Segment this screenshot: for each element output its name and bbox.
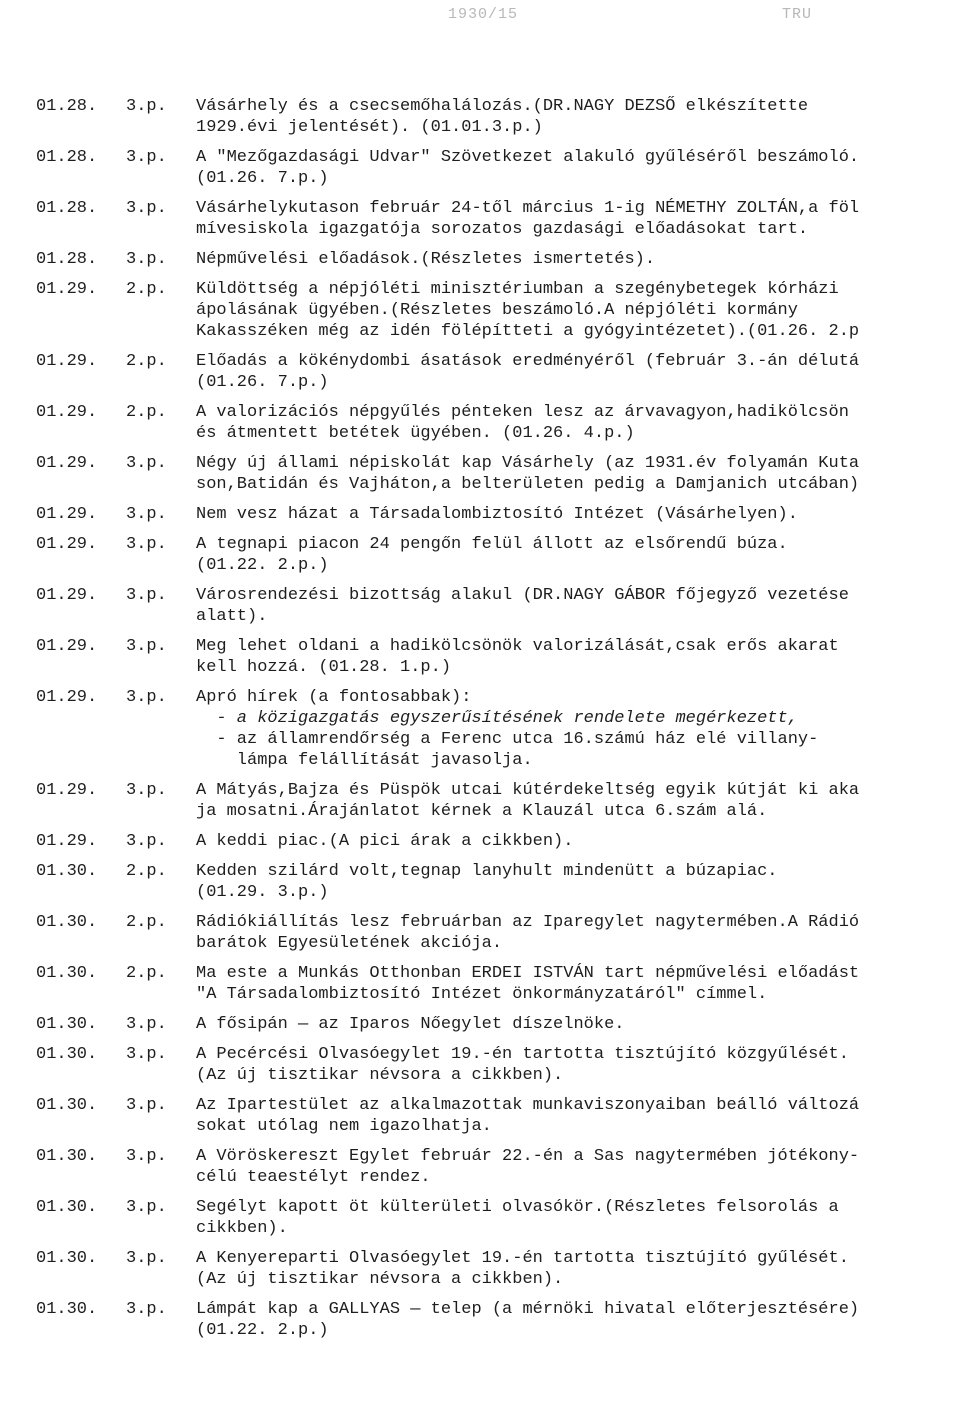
entry-date: 01.29. [36,637,98,656]
entry-page: 3.p. [126,535,167,554]
list-item [0,861,960,903]
entry-text-line: A tegnapi piacon 24 pengőn felül állott az elsőrendű búza. [196,535,788,554]
list-item [0,636,960,678]
entry-page: 3.p. [126,1147,167,1166]
list-item [0,912,960,954]
list-item [0,780,960,822]
entry-list [0,96,960,1350]
entry-page: 3.p. [126,1096,167,1115]
entry-date: 01.29. [36,505,98,524]
entry-text-line: kell hozzá. (01.28. 1.p.) [196,658,452,677]
entry-text-line: "A Társadalombiztosító Intézet önkormányzatáról" címmel. [196,985,768,1004]
entry-text-line: Meg lehet oldani a hadikölcsönök valorizálását,csak erős akarat [196,637,839,656]
entry-page: 3.p. [126,199,167,218]
entry-date: 01.29. [36,781,98,800]
entry-text-line: Vásárhelykutason február 24-től március 1-ig NÉMETHY ZOLTÁN,a föl [196,199,860,218]
entry-date: 01.28. [36,97,98,116]
entry-date: 01.29. [36,586,98,605]
entry-date: 01.30. [36,1249,98,1268]
entry-text-line: Ma este a Munkás Otthonban ERDEI ISTVÁN tart népművelési előadást [196,964,860,983]
entry-date: 01.29. [36,352,98,371]
entry-date: 01.29. [36,280,98,299]
entry-text-line: A fősipán — az Iparos Nőegylet díszelnöke. [196,1015,625,1034]
entry-text-line: - a közigazgatás egyszerűsítésének rendelete megérkezett, [196,709,798,728]
entry-text-line: A Kenyereparti Olvasóegylet 19.-én tartotta tisztújító gyűlését. [196,1249,849,1268]
entry-date: 01.30. [36,964,98,983]
entry-page: 2.p. [126,913,167,932]
entry-date: 01.28. [36,199,98,218]
list-item [0,453,960,495]
entry-text-line: sokat utólag nem igazolhatja. [196,1117,492,1136]
entry-text-line: (01.26. 7.p.) [196,373,329,392]
entry-text-line: A Pecércési Olvasóegylet 19.-én tartotta tisztújító közgyűlését. [196,1045,849,1064]
list-item [0,1299,960,1341]
entry-text-line: célú teaestélyt rendez. [196,1168,431,1187]
list-item [0,687,960,771]
header-right-label: TRU [782,6,813,23]
entry-date: 01.30. [36,1300,98,1319]
entry-page: 3.p. [126,832,167,851]
list-item [0,534,960,576]
entry-text-line: A valorizációs népgyűlés pénteken lesz az árvavagyon,hadikölcsön [196,403,849,422]
entry-date: 01.30. [36,1015,98,1034]
entry-text-line: Az Ipartestület az alkalmazottak munkaviszonyaiban beálló változá [196,1096,860,1115]
entry-text-line: Négy új állami népiskolát kap Vásárhely (az 1931.év folyamán Kuta [196,454,860,473]
entry-text-line: cikkben). [196,1219,288,1238]
entry-text-line: mívesiskola igazgatója sorozatos gazdasági előadásokat tart. [196,220,809,239]
list-item [0,963,960,1005]
entry-text-line: son,Batidán és Vajháton,a belterületen pedig a Damjanich utcában) [196,475,860,494]
entry-text-line: A Mátyás,Bajza és Püspök utcai kútérdekeltség egyik kútját ki aka [196,781,860,800]
entry-date: 01.28. [36,148,98,167]
entry-text-line: (01.29. 3.p.) [196,883,329,902]
entry-page: 3.p. [126,1249,167,1268]
entry-date: 01.28. [36,250,98,269]
entry-text-line: 1929.évi jelentését). (01.01.3.p.) [196,118,543,137]
list-item [0,249,960,270]
entry-page: 3.p. [126,1300,167,1319]
entry-text-line: (01.22. 2.p.) [196,1321,329,1340]
entry-text-line: A keddi piac.(A pici árak a cikkben). [196,832,574,851]
entry-text-line: Rádiókiállítás lesz februárban az Iparegylet nagytermében.A Rádió [196,913,860,932]
entry-date: 01.29. [36,535,98,554]
entry-text-line: - az államrendőrség a Ferenc utca 16.számú ház elé villany- [196,730,819,749]
list-item [0,1014,960,1035]
entry-page: 3.p. [126,586,167,605]
entry-text-line: Kakasszéken még az idén fölépítteti a gyógyintézetet).(01.26. 2.p [196,322,860,341]
entry-text-line: Apró hírek (a fontosabbak): [196,688,472,707]
entry-text-line: (01.22. 2.p.) [196,556,329,575]
entry-text-line: (Az új tisztikar névsora a cikkben). [196,1066,564,1085]
entry-page: 3.p. [126,1015,167,1034]
entry-date: 01.30. [36,913,98,932]
entry-text-line: Küldöttség a népjóléti minisztériumban a szegénybetegek kórházi [196,280,839,299]
header-left-label: 1930/15 [448,6,519,23]
entry-text-line: Népművelési előadások.(Részletes ismertetés). [196,250,656,269]
entry-text-line: ápolásának ügyében.(Részletes beszámoló.A népjóléti kormány [196,301,798,320]
entry-page: 3.p. [126,637,167,656]
entry-date: 01.29. [36,454,98,473]
list-item [0,1095,960,1137]
list-item [0,504,960,525]
list-item [0,1044,960,1086]
entry-page: 3.p. [126,148,167,167]
list-item [0,1146,960,1188]
entry-text-line: A "Mezőgazdasági Udvar" Szövetkezet alakuló gyűléséről beszámoló. [196,148,860,167]
entry-text-line: barátok Egyesületének akciója. [196,934,503,953]
entry-page: 3.p. [126,1045,167,1064]
list-item [0,279,960,342]
entry-text-line: (01.26. 7.p.) [196,169,329,188]
entry-date: 01.30. [36,1198,98,1217]
entry-text-line: Segélyt kapott öt külterületi olvasókör.(Részletes felsorolás a [196,1198,839,1217]
entry-date: 01.30. [36,1147,98,1166]
entry-page: 3.p. [126,250,167,269]
entry-page: 3.p. [126,505,167,524]
entry-date: 01.29. [36,832,98,851]
entry-text-line: Nem vesz házat a Társadalombiztosító Intézet (Vásárhelyen). [196,505,798,524]
entry-date: 01.30. [36,1096,98,1115]
entry-text-line: Vásárhely és a csecsemőhalálozás.(DR.NAGY DEZSŐ elkészítette [196,97,809,116]
list-item [0,147,960,189]
entry-date: 01.30. [36,1045,98,1064]
entry-text-line: ja mosatni.Árajánlatot kérnek a Klauzál utca 6.szám alá. [196,802,768,821]
entry-page: 2.p. [126,352,167,371]
list-item [0,831,960,852]
entry-text-line: alatt). [196,607,268,626]
entry-page: 2.p. [126,862,167,881]
entry-page: 2.p. [126,280,167,299]
entry-page: 2.p. [126,964,167,983]
list-item [0,198,960,240]
entry-page: 3.p. [126,781,167,800]
list-item [0,402,960,444]
page-header [0,6,960,28]
entry-page: 2.p. [126,403,167,422]
list-item [0,96,960,138]
entry-page: 3.p. [126,1198,167,1217]
entry-date: 01.30. [36,862,98,881]
entry-page: 3.p. [126,97,167,116]
list-item [0,1248,960,1290]
list-item [0,351,960,393]
entry-text-line: Előadás a kökénydombi ásatások eredményéről (február 3.-án délutá [196,352,860,371]
entry-text-line: (Az új tisztikar névsora a cikkben). [196,1270,564,1289]
entry-text-line: Városrendezési bizottság alakul (DR.NAGY GÁBOR főjegyző vezetése [196,586,849,605]
entry-text-line: és átmentett betétek ügyében. (01.26. 4.p.) [196,424,635,443]
entry-text-line: lámpa felállítását javasolja. [196,751,533,770]
entry-page: 3.p. [126,688,167,707]
entry-text-line: Lámpát kap a GALLYAS — telep (a mérnöki hivatal előterjesztésére) [196,1300,860,1319]
list-item [0,585,960,627]
entry-date: 01.29. [36,403,98,422]
entry-page: 3.p. [126,454,167,473]
entry-text-line: A Vöröskereszt Egylet február 22.-én a Sas nagytermében jótékony- [196,1147,860,1166]
list-item [0,1197,960,1239]
entry-text-line: Kedden szilárd volt,tegnap lanyhult mindenütt a búzapiac. [196,862,778,881]
entry-date: 01.29. [36,688,98,707]
